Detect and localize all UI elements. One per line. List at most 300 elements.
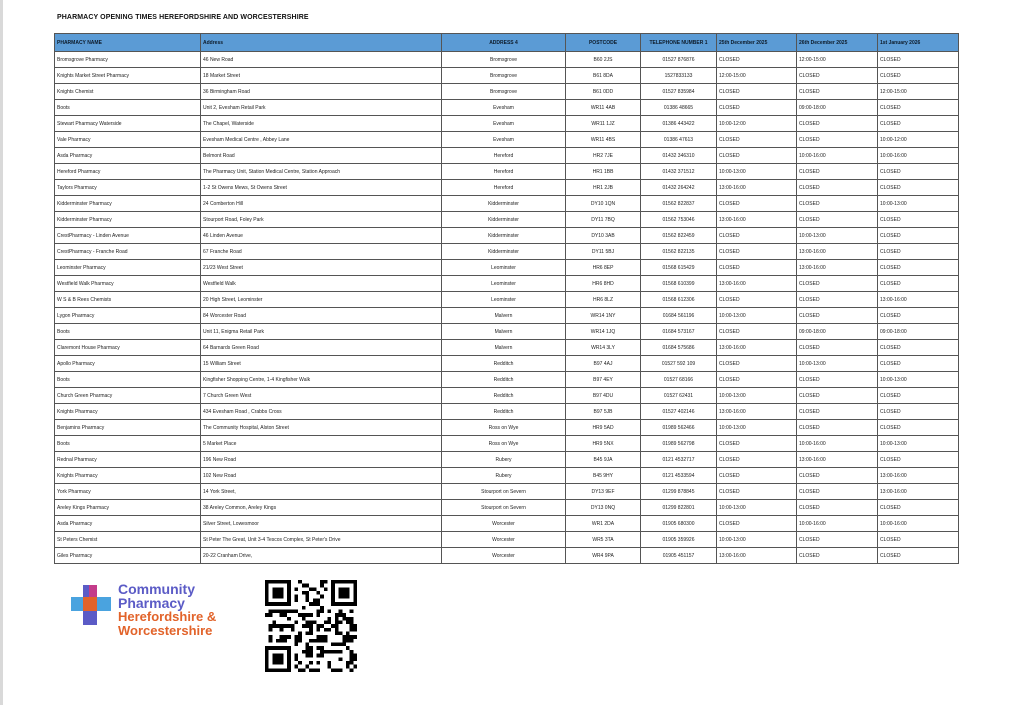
cell-dec-25: 10:00-12:00 — [717, 116, 797, 132]
cell-address-4: Ross on Wye — [442, 420, 566, 436]
table-row — [55, 212, 959, 228]
cell-jan-1: 10:00-13:00 — [878, 436, 959, 452]
cell-dec-26: CLOSED — [797, 484, 878, 500]
qr-module — [324, 639, 328, 643]
cell-postcode: WR4 9PA — [566, 548, 641, 564]
cell-postcode: HR1 2JB — [566, 180, 641, 196]
table-row — [55, 116, 959, 132]
qr-module — [302, 650, 306, 654]
table-row — [55, 244, 959, 260]
cell-telephone: 01568 610399 — [641, 276, 717, 292]
cell-address: 434 Evesham Road , Crabbs Cross — [201, 404, 442, 420]
cell-pharmacy-name: Rednal Pharmacy — [55, 452, 201, 468]
qr-module — [350, 617, 354, 621]
qr-module — [269, 624, 273, 628]
cell-dec-25: CLOSED — [717, 228, 797, 244]
cell-pharmacy-name: Bromsgrove Pharmacy — [55, 52, 201, 68]
qr-module — [335, 632, 339, 636]
cell-address-4: Leominster — [442, 260, 566, 276]
cell-address: Westfield Walk — [201, 276, 442, 292]
qr-module — [328, 628, 332, 632]
cell-postcode: DY10 1QN — [566, 196, 641, 212]
table-row — [55, 452, 959, 468]
cell-address: 84 Worcester Road — [201, 308, 442, 324]
cell-postcode: HR6 8EP — [566, 260, 641, 276]
qr-module — [283, 613, 287, 617]
qr-module — [283, 635, 287, 639]
qr-module — [294, 657, 298, 661]
cell-dec-25: CLOSED — [717, 292, 797, 308]
cell-postcode: WR1 2DA — [566, 516, 641, 532]
cell-dec-25: 12:00-15:00 — [717, 68, 797, 84]
cell-address-4: Kidderminster — [442, 244, 566, 260]
col-header-postcode: POSTCODE — [566, 34, 641, 52]
qr-module — [350, 624, 354, 628]
table-header-row — [55, 34, 959, 52]
cell-postcode: B97 4DU — [566, 388, 641, 404]
table-row — [55, 484, 959, 500]
qr-module — [302, 591, 306, 595]
cell-dec-25: CLOSED — [717, 324, 797, 340]
cell-postcode: WR14 1NY — [566, 308, 641, 324]
cell-telephone: 0121 4532717 — [641, 452, 717, 468]
cell-address-4: Redditch — [442, 388, 566, 404]
qr-module — [350, 668, 354, 672]
qr-module — [346, 665, 350, 669]
qr-module — [305, 598, 309, 602]
table-row — [55, 436, 959, 452]
cell-dec-25: CLOSED — [717, 516, 797, 532]
cell-address: Belmont Road — [201, 148, 442, 164]
qr-module — [313, 668, 317, 672]
qr-module — [320, 624, 324, 628]
qr-module — [324, 580, 328, 584]
cell-dec-25: CLOSED — [717, 436, 797, 452]
qr-module — [280, 628, 284, 632]
cell-dec-26: CLOSED — [797, 500, 878, 516]
qr-module — [309, 668, 313, 672]
cell-address-4: Rubery — [442, 468, 566, 484]
cell-jan-1: CLOSED — [878, 164, 959, 180]
qr-module — [287, 635, 291, 639]
cell-dec-25: 10:00-13:00 — [717, 532, 797, 548]
cell-pharmacy-name: Kidderminster Pharmacy — [55, 196, 201, 212]
cell-jan-1: CLOSED — [878, 356, 959, 372]
table-row — [55, 52, 959, 68]
cell-jan-1: 10:00-16:00 — [878, 148, 959, 164]
cell-jan-1: 10:00-12:00 — [878, 132, 959, 148]
cell-telephone: 01527 876876 — [641, 52, 717, 68]
qr-module — [353, 657, 357, 661]
qr-module — [305, 632, 309, 636]
qr-module — [320, 635, 324, 639]
cell-dec-26: CLOSED — [797, 68, 878, 84]
cell-pharmacy-name: York Pharmacy — [55, 484, 201, 500]
cell-jan-1: 12:00-15:00 — [878, 84, 959, 100]
qr-module — [331, 650, 335, 654]
cell-dec-26: CLOSED — [797, 548, 878, 564]
cell-postcode: B45 9JA — [566, 452, 641, 468]
cell-dec-26: 10:00-13:00 — [797, 228, 878, 244]
qr-module — [305, 620, 309, 624]
qr-module — [298, 580, 302, 584]
qr-module — [339, 632, 343, 636]
col-header-pharmacy-name: PHARMACY NAME — [55, 34, 201, 52]
cell-address: 64 Barnards Green Road — [201, 340, 442, 356]
qr-module — [298, 668, 302, 672]
cell-dec-26: CLOSED — [797, 196, 878, 212]
qr-module — [302, 613, 306, 617]
qr-module — [353, 635, 357, 639]
cell-address-4: Kidderminster — [442, 228, 566, 244]
logo-line-worcestershire: Worcestershire — [118, 623, 213, 638]
cell-dec-25: 10:00-13:00 — [717, 164, 797, 180]
cell-address-4: Redditch — [442, 356, 566, 372]
qr-module — [353, 628, 357, 632]
cell-postcode: HR2 7JE — [566, 148, 641, 164]
qr-module — [335, 617, 339, 621]
cell-dec-25: 10:00-13:00 — [717, 308, 797, 324]
cell-dec-26: CLOSED — [797, 116, 878, 132]
cell-postcode: WR5 3TA — [566, 532, 641, 548]
cell-dec-26: CLOSED — [797, 388, 878, 404]
qr-module — [324, 628, 328, 632]
qr-module — [335, 650, 339, 654]
cell-jan-1: CLOSED — [878, 452, 959, 468]
cell-pharmacy-name: CrestPharmacy - Franche Road — [55, 244, 201, 260]
cell-address: 15 William Street — [201, 356, 442, 372]
cell-dec-26: CLOSED — [797, 404, 878, 420]
cell-pharmacy-name: Knights Pharmacy — [55, 468, 201, 484]
cell-jan-1: CLOSED — [878, 116, 959, 132]
qr-module — [317, 591, 321, 595]
cell-pharmacy-name: Giles Pharmacy — [55, 548, 201, 564]
cell-jan-1: CLOSED — [878, 548, 959, 564]
qr-module — [276, 624, 280, 628]
cell-dec-25: 13:00-16:00 — [717, 276, 797, 292]
qr-module — [283, 639, 287, 643]
qr-module — [272, 587, 283, 598]
qr-module — [324, 620, 328, 624]
qr-module — [335, 613, 339, 617]
cell-postcode: HR9 5AD — [566, 420, 641, 436]
cell-dec-25: 13:00-16:00 — [717, 212, 797, 228]
cell-dec-26: CLOSED — [797, 180, 878, 196]
cell-address-4: Rubery — [442, 452, 566, 468]
col-header-26-dec: 26th December 2025 — [797, 34, 878, 52]
cell-postcode: DY10 3AB — [566, 228, 641, 244]
cell-jan-1: CLOSED — [878, 244, 959, 260]
cell-dec-26: CLOSED — [797, 468, 878, 484]
cell-jan-1: CLOSED — [878, 228, 959, 244]
cell-address-4: Redditch — [442, 372, 566, 388]
cell-address: 102 New Road — [201, 468, 442, 484]
cell-address: 24 Comberton Hill — [201, 196, 442, 212]
cell-postcode: WR11 1JZ — [566, 116, 641, 132]
cell-pharmacy-name: Asda Pharmacy — [55, 516, 201, 532]
qr-module — [331, 624, 335, 628]
qr-module — [331, 668, 335, 672]
cell-pharmacy-name: Knights Chemist — [55, 84, 201, 100]
pharmacy-table — [54, 33, 959, 564]
qr-module — [346, 635, 350, 639]
table-row — [55, 548, 959, 564]
qr-module — [280, 639, 284, 643]
qr-module — [350, 650, 354, 654]
qr-module — [342, 639, 346, 643]
cell-jan-1: CLOSED — [878, 340, 959, 356]
cell-pharmacy-name: Vale Pharmacy — [55, 132, 201, 148]
cell-jan-1: CLOSED — [878, 276, 959, 292]
qr-module — [313, 639, 317, 643]
qr-module — [276, 609, 280, 613]
qr-module — [342, 613, 346, 617]
qr-module — [272, 654, 283, 665]
qr-module — [324, 650, 328, 654]
cell-pharmacy-name: W S & B Rees Chemists — [55, 292, 201, 308]
qr-module — [309, 620, 313, 624]
qr-module — [350, 609, 354, 613]
qr-module — [283, 609, 287, 613]
qr-module — [317, 635, 321, 639]
cell-dec-25: CLOSED — [717, 452, 797, 468]
cell-dec-26: CLOSED — [797, 420, 878, 436]
cell-jan-1: CLOSED — [878, 420, 959, 436]
qr-module — [309, 602, 313, 606]
qr-module — [335, 628, 339, 632]
col-header-address-4: ADDRESS 4 — [442, 34, 566, 52]
cell-jan-1: 13:00-16:00 — [878, 484, 959, 500]
qr-module — [294, 598, 298, 602]
cell-address-4: Evesham — [442, 132, 566, 148]
qr-module — [291, 628, 295, 632]
qr-module — [317, 654, 321, 658]
qr-module — [298, 635, 302, 639]
cell-dec-26: 10:00-16:00 — [797, 436, 878, 452]
table-row — [55, 196, 959, 212]
qr-module — [339, 587, 350, 598]
qr-module — [298, 632, 302, 636]
cell-pharmacy-name: CrestPharmacy - Linden Avenue — [55, 228, 201, 244]
table-row — [55, 372, 959, 388]
cell-dec-25: 10:00-13:00 — [717, 500, 797, 516]
cell-address: 196 New Road — [201, 452, 442, 468]
cell-address: 20 High Street, Leominster — [201, 292, 442, 308]
cell-telephone: 01386 443422 — [641, 116, 717, 132]
cell-jan-1: CLOSED — [878, 52, 959, 68]
cell-jan-1: 10:00-13:00 — [878, 372, 959, 388]
cell-dec-25: CLOSED — [717, 100, 797, 116]
qr-module — [309, 613, 313, 617]
cell-jan-1: 10:00-16:00 — [878, 516, 959, 532]
cell-dec-26: 13:00-16:00 — [797, 244, 878, 260]
cell-telephone: 01562 822459 — [641, 228, 717, 244]
cell-dec-26: 10:00-16:00 — [797, 516, 878, 532]
table-row — [55, 308, 959, 324]
cell-address: The Community Hospital, Alston Street — [201, 420, 442, 436]
table-row — [55, 164, 959, 180]
qr-module — [320, 595, 324, 599]
cell-address: The Chapel, Waterside — [201, 116, 442, 132]
qr-module — [346, 646, 350, 650]
cell-jan-1: 13:00-16:00 — [878, 468, 959, 484]
qr-module — [269, 609, 273, 613]
cell-telephone: 01568 615429 — [641, 260, 717, 276]
cell-jan-1: 09:00-18:00 — [878, 324, 959, 340]
cell-pharmacy-name: St Peters Chemist — [55, 532, 201, 548]
qr-module — [294, 654, 298, 658]
cell-telephone: 01684 573167 — [641, 324, 717, 340]
qr-module — [305, 643, 309, 647]
table-row — [55, 84, 959, 100]
cell-telephone: 01386 48665 — [641, 100, 717, 116]
qr-module — [313, 602, 317, 606]
cell-address-4: Leominster — [442, 292, 566, 308]
cell-dec-25: CLOSED — [717, 484, 797, 500]
cell-dec-25: 13:00-16:00 — [717, 404, 797, 420]
cell-postcode: WR14 1JQ — [566, 324, 641, 340]
qr-module — [350, 628, 354, 632]
qr-module — [287, 609, 291, 613]
qr-module — [305, 613, 309, 617]
qr-module — [317, 613, 321, 617]
cell-postcode: DY11 5BJ — [566, 244, 641, 260]
table-row — [55, 100, 959, 116]
cell-address: 14 York Street, — [201, 484, 442, 500]
qr-module — [294, 587, 298, 591]
cell-pharmacy-name: Apollo Pharmacy — [55, 356, 201, 372]
qr-module — [335, 620, 339, 624]
cell-pharmacy-name: Boots — [55, 436, 201, 452]
qr-module — [305, 584, 309, 588]
cell-address-4: Malvern — [442, 340, 566, 356]
document-title: PHARMACY OPENING TIMES HEREFORDSHIRE AND WORCESTERSHIRE — [57, 14, 309, 21]
qr-module — [280, 635, 284, 639]
qr-module — [328, 617, 332, 621]
cell-address-4: Evesham — [442, 116, 566, 132]
qr-module — [287, 624, 291, 628]
qr-module — [305, 646, 309, 650]
qr-module — [346, 617, 350, 621]
qr-module — [294, 635, 298, 639]
cell-pharmacy-name: Boots — [55, 100, 201, 116]
cell-postcode: DY13 0NQ — [566, 500, 641, 516]
qr-module — [305, 650, 309, 654]
table-row — [55, 148, 959, 164]
qr-module — [346, 632, 350, 636]
cell-telephone: 01527 68166 — [641, 372, 717, 388]
cell-address: The Pharmacy Unit, Station Medical Centre, Station Approach — [201, 164, 442, 180]
cell-postcode: B60 2JS — [566, 52, 641, 68]
cell-jan-1: CLOSED — [878, 532, 959, 548]
table-body — [55, 52, 959, 564]
cell-telephone: 01527 592 109 — [641, 356, 717, 372]
col-header-telephone: TELEPHONE NUMBER 1 — [641, 34, 717, 52]
table-row — [55, 388, 959, 404]
qr-module — [324, 635, 328, 639]
table-row — [55, 132, 959, 148]
cell-pharmacy-name: Areley Kings Pharmacy — [55, 500, 201, 516]
qr-module — [350, 657, 354, 661]
qr-module — [320, 639, 324, 643]
cell-address-4: Worcester — [442, 516, 566, 532]
cell-dec-26: 13:00-16:00 — [797, 452, 878, 468]
table-row — [55, 468, 959, 484]
qr-module — [272, 620, 276, 624]
qr-module — [335, 668, 339, 672]
cell-jan-1: CLOSED — [878, 68, 959, 84]
qr-module — [320, 606, 324, 610]
qr-module — [298, 661, 302, 665]
cell-postcode: DY13 9EF — [566, 484, 641, 500]
cell-address-4: Hereford — [442, 164, 566, 180]
cell-address: Kingfisher Shopping Centre, 1-4 Kingfisher Walk — [201, 372, 442, 388]
cell-telephone: 01905 680300 — [641, 516, 717, 532]
cell-postcode: HR1 1BB — [566, 164, 641, 180]
cell-pharmacy-name: Knights Pharmacy — [55, 404, 201, 420]
qr-module — [309, 654, 313, 658]
cell-pharmacy-name: Westfield Walk Pharmacy — [55, 276, 201, 292]
qr-code[interactable] — [262, 580, 360, 672]
table-row — [55, 68, 959, 84]
qr-module — [305, 591, 309, 595]
qr-module — [298, 613, 302, 617]
qr-module — [350, 639, 354, 643]
cell-dec-25: CLOSED — [717, 260, 797, 276]
cell-pharmacy-name: Stewart Pharmacy Waterside — [55, 116, 201, 132]
qr-module — [353, 624, 357, 628]
qr-module — [353, 665, 357, 669]
qr-module — [339, 620, 343, 624]
cell-address: 20-22 Cranham Drive, — [201, 548, 442, 564]
qr-module — [339, 613, 343, 617]
qr-module — [309, 624, 313, 628]
table-row — [55, 516, 959, 532]
qr-module — [309, 650, 313, 654]
qr-module — [317, 646, 321, 650]
qr-module — [269, 639, 273, 643]
cell-dec-26: CLOSED — [797, 532, 878, 548]
qr-module — [309, 646, 313, 650]
qr-module — [328, 620, 332, 624]
cell-jan-1: CLOSED — [878, 404, 959, 420]
qr-module — [328, 650, 332, 654]
cell-telephone: 01299 822801 — [641, 500, 717, 516]
cell-address-4: Bromsgrove — [442, 68, 566, 84]
cell-address: Evesham Medical Centre , Abbey Lane — [201, 132, 442, 148]
cell-telephone: 01989 562798 — [641, 436, 717, 452]
cell-telephone: 01527 62431 — [641, 388, 717, 404]
cell-dec-26: CLOSED — [797, 308, 878, 324]
qr-module — [320, 654, 324, 658]
cell-dec-25: CLOSED — [717, 148, 797, 164]
qr-module — [320, 646, 324, 650]
cell-address: 21/23 West Street — [201, 260, 442, 276]
qr-module — [309, 661, 313, 665]
qr-module — [339, 657, 343, 661]
cell-address-4: Bromsgrove — [442, 84, 566, 100]
cell-postcode: WR11 4BS — [566, 132, 641, 148]
cell-telephone: 01684 561196 — [641, 308, 717, 324]
cell-address: Unit 2, Evesham Retail Park — [201, 100, 442, 116]
community-pharmacy-logo — [68, 581, 248, 638]
cell-dec-25: 13:00-16:00 — [717, 180, 797, 196]
qr-module — [305, 624, 309, 628]
cell-telephone: 01432 371512 — [641, 164, 717, 180]
cell-dec-25: CLOSED — [717, 468, 797, 484]
qr-module — [317, 602, 321, 606]
qr-module — [328, 665, 332, 669]
